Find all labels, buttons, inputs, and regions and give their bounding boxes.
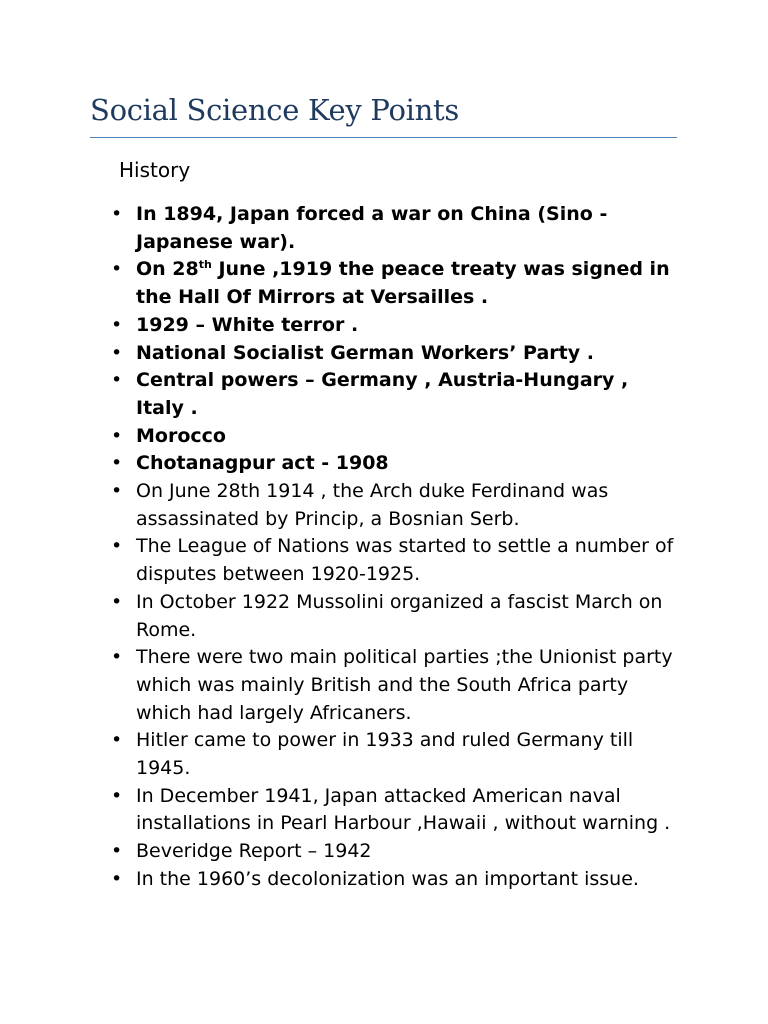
- list-item-text: There were two main political parties ;the Unionist party which was mainly British and the South Africa party which had largely Africaners.: [136, 646, 673, 724]
- bullet-icon: •: [111, 452, 123, 475]
- list-item-text: In December 1941, Japan attacked American naval installations in Pearl Harbour ,Hawaii , without warning .: [136, 784, 671, 835]
- list-item-text: Central powers – Germany , Austria-Hungary , Italy .: [136, 369, 629, 419]
- bullet-icon: •: [111, 590, 123, 613]
- bullet-icon: •: [111, 784, 123, 807]
- bullet-icon: •: [111, 646, 123, 669]
- bullet-icon: •: [111, 313, 123, 336]
- bullet-icon: •: [111, 424, 123, 447]
- list-item-text: Chotanagpur act - 1908: [136, 452, 389, 475]
- list-item: [0, 866, 768, 894]
- list-item-text: Morocco: [136, 424, 226, 447]
- list-item: [0, 256, 768, 311]
- list-item-text: Beveridge Report – 1942: [136, 840, 372, 863]
- bullet-icon: •: [111, 535, 123, 558]
- bullet-icon: •: [111, 867, 123, 890]
- bullet-icon: •: [111, 341, 123, 364]
- page-title: Social Science Key Points: [90, 93, 459, 127]
- list-item: [0, 201, 768, 256]
- key-points-list: [0, 201, 768, 894]
- list-item: [0, 450, 768, 478]
- list-item-text-suffix: June ,1919 the peace treaty was signed in the Hall Of Mirrors at Versailles .: [136, 258, 670, 309]
- bullet-icon: •: [111, 258, 123, 281]
- bullet-icon: •: [111, 480, 123, 503]
- list-item-text: In October 1922 Mussolini organized a fascist March on Rome.: [136, 590, 663, 641]
- list-item-text: In 1894, Japan forced a war on China (Sino - Japanese war).: [136, 203, 608, 253]
- list-item-text-prefix: On 28: [136, 258, 199, 281]
- list-item-text: Hitler came to power in 1933 and ruled Germany till 1945.: [136, 729, 634, 780]
- bullet-icon: •: [111, 729, 123, 752]
- list-item: [0, 644, 768, 727]
- list-item: [0, 533, 768, 588]
- list-item-text: 1929 – White terror .: [136, 313, 359, 336]
- list-item: [0, 478, 768, 533]
- list-item: [0, 312, 768, 340]
- list-item: [0, 727, 768, 782]
- bullet-icon: •: [111, 840, 123, 863]
- list-item-text: National Socialist German Workers’ Party .: [136, 341, 594, 364]
- list-item-text: On June 28th 1914 , the Arch duke Ferdinand was assassinated by Princip, a Bosnian Serb.: [136, 480, 609, 530]
- list-item: [0, 367, 768, 422]
- bullet-icon: •: [111, 203, 123, 225]
- bullet-icon: •: [111, 369, 123, 392]
- list-item: [0, 589, 768, 644]
- ordinal-superscript: th: [198, 258, 212, 272]
- list-item-text: The League of Nations was started to settle a number of disputes between 1920-1925.: [136, 535, 674, 586]
- section-heading: History: [119, 158, 191, 182]
- list-item: [0, 423, 768, 451]
- title-underline: [90, 137, 677, 138]
- list-item: [0, 838, 768, 866]
- list-item: [0, 340, 768, 368]
- list-item-text: In the 1960’s decolonization was an important issue.: [136, 867, 639, 890]
- list-item: [0, 783, 768, 838]
